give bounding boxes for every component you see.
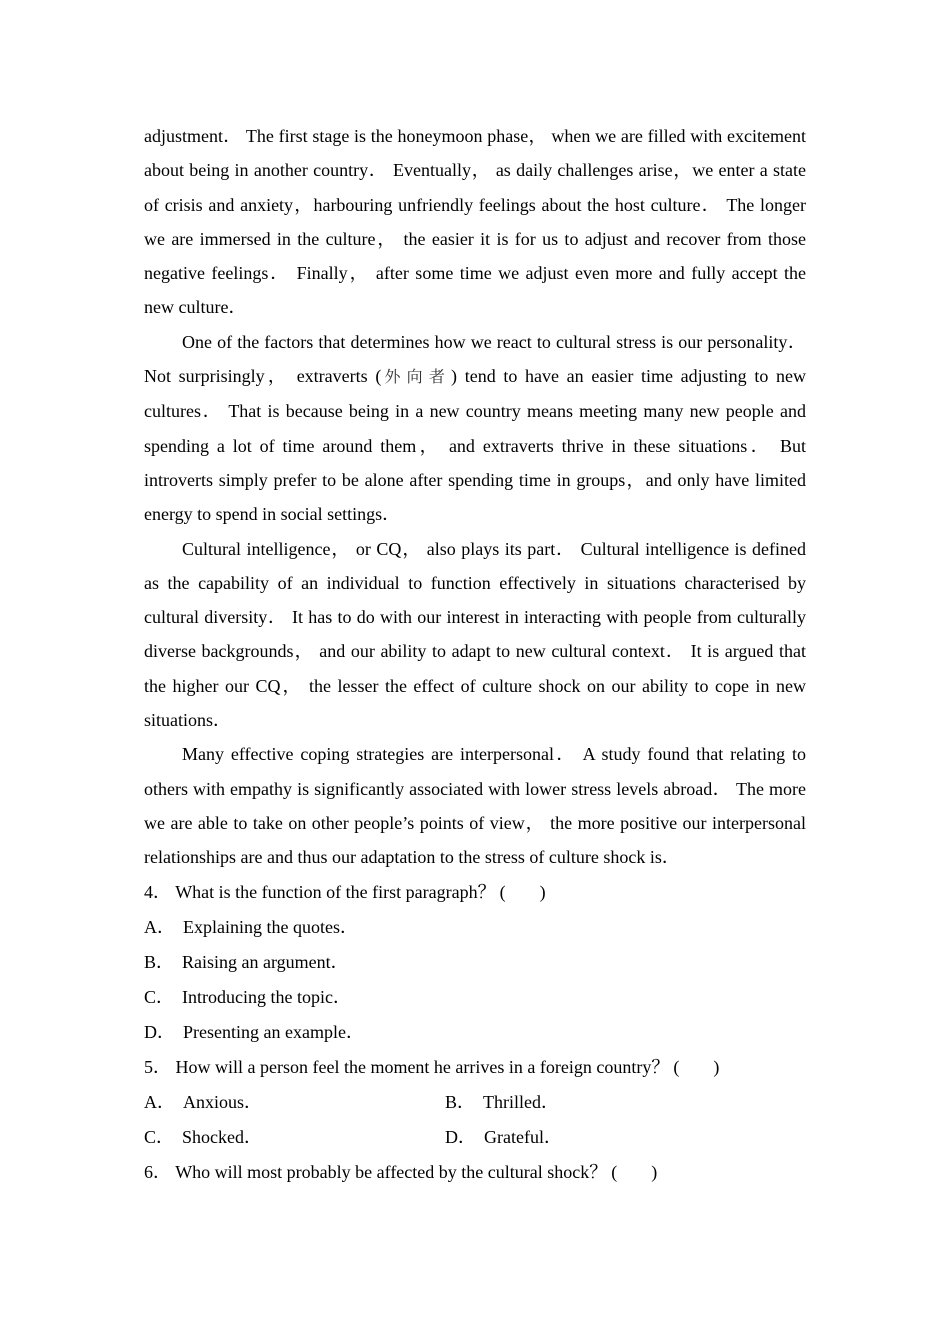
reading-passage [144, 119, 806, 875]
answer-blank[interactable] [500, 875, 546, 910]
question-6 [144, 1155, 806, 1190]
option-letter: B． [144, 951, 175, 972]
paren-open: ( [611, 1161, 618, 1182]
document-page [144, 119, 806, 1190]
paren-close: ) [539, 881, 546, 902]
question-stem [144, 1155, 806, 1190]
option-text: Grateful． [484, 1126, 562, 1147]
paren-open: ( [673, 1056, 680, 1077]
option-a[interactable] [144, 1085, 445, 1120]
question-5 [144, 1050, 806, 1155]
option-text: Raising an argument． [182, 951, 349, 972]
option-c[interactable] [144, 980, 806, 1015]
paren-open: ( [499, 881, 506, 902]
paren-close: ) [713, 1056, 720, 1077]
option-letter: D． [445, 1126, 476, 1147]
question-text: Who will most probably be affected by the cultural shock？ [175, 1161, 608, 1182]
paragraph-2-text-before: One of the factors that determines how we react to cultural stress is our personality． Not surprisingly， extraverts ( [144, 331, 806, 387]
paragraph-2-text-after: ) tend to have an easier time adjusting to new cultures． That is because being in a new country means meeting many new people and spending a lot of time around them， and extraverts thrive in these situations． But introverts simply prefer to be alone after spending time in groups，and only have limited energy to spend in social settings． [144, 366, 806, 525]
passage-paragraph-2 [144, 325, 806, 532]
option-row [144, 1085, 806, 1120]
question-text: How will a person feel the moment he arrives in a foreign country？ [175, 1056, 670, 1077]
option-text: Introducing the topic． [182, 986, 351, 1007]
answer-blank[interactable] [611, 1155, 657, 1190]
option-text: Shocked． [182, 1126, 263, 1147]
option-text: Anxious． [183, 1091, 263, 1112]
paren-close: ) [651, 1161, 658, 1182]
passage-paragraph-4: Many effective coping strategies are interpersonal． A study found that relating to others with empathy is significantly associated with lower stress levels abroad． The more we are able to take on other people’s points of view， the more positive our interpersonal relationships are and thus our adaptation to the stress of culture shock is． [144, 744, 806, 868]
option-letter: C． [144, 1126, 175, 1147]
chinese-gloss: 外向者 [381, 367, 452, 387]
option-d[interactable] [144, 1015, 806, 1050]
question-stem [144, 875, 806, 910]
option-b[interactable] [144, 945, 806, 980]
option-letter: C． [144, 986, 175, 1007]
option-letter: B． [445, 1091, 476, 1112]
option-row [144, 1120, 806, 1155]
questions-section [144, 875, 806, 1190]
option-c[interactable] [144, 1120, 445, 1155]
passage-paragraph-1: adjustment． The first stage is the honeymoon phase， when we are filled with excitement about being in another country． Eventually， as daily challenges arise，we enter a state of crisis and anxiety，harbouring unfriendly feelings about the host culture． The longer we are immersed in the culture， the easier it is for us to adjust and recover from those negative feelings． Finally， after some time we adjust even more and fully accept the new culture． [144, 126, 806, 318]
option-text: Presenting an example． [183, 1021, 364, 1042]
question-stem [144, 1050, 806, 1085]
question-number: 6． [144, 1161, 171, 1182]
answer-blank[interactable] [673, 1050, 719, 1085]
option-d[interactable] [445, 1120, 562, 1155]
option-a[interactable] [144, 910, 806, 945]
option-letter: D． [144, 1021, 175, 1042]
question-number: 5． [144, 1056, 171, 1077]
option-text: Explaining the quotes． [183, 916, 358, 937]
option-letter: A． [144, 1091, 175, 1112]
question-text: What is the function of the first paragraph？ [175, 881, 496, 902]
passage-paragraph-3: Cultural intelligence， or CQ， also plays its part． Cultural intelligence is defined as the capability of an individual to function effectively in situations characterised by cultural diversity． It has to do with our interest in interacting with people from culturally diverse backgrounds， and our ability to adapt to new cultural context． It is argued that the higher our CQ， the lesser the effect of culture shock on our ability to cope in new situations． [144, 538, 806, 731]
question-4 [144, 875, 806, 1050]
option-b[interactable] [445, 1085, 559, 1120]
option-text: Thrilled． [483, 1091, 559, 1112]
option-letter: A． [144, 916, 175, 937]
question-number: 4． [144, 881, 171, 902]
